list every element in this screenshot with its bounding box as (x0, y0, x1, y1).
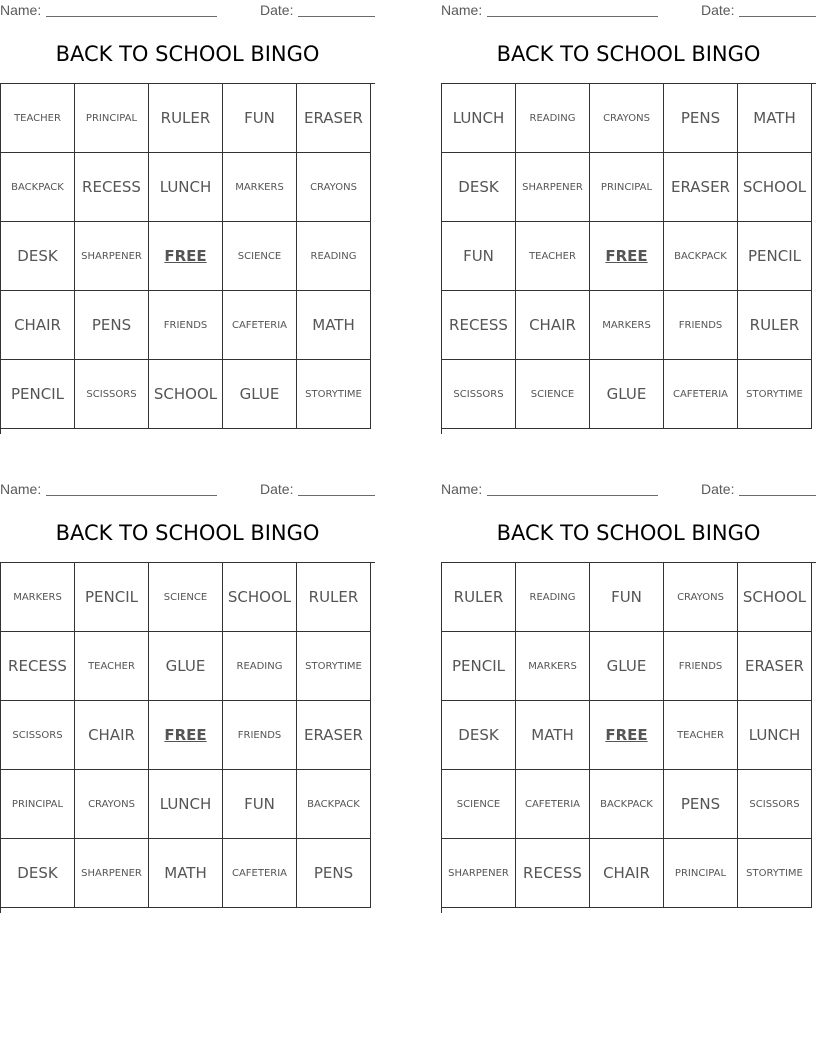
bingo-cell[interactable]: PRINCIPAL (590, 153, 664, 222)
bingo-cell[interactable]: STORYTIME (738, 839, 812, 908)
bingo-cell[interactable]: RECESS (1, 632, 75, 701)
bingo-cell[interactable]: SCHOOL (738, 153, 812, 222)
bingo-cell[interactable]: SCISSORS (75, 360, 149, 429)
bingo-cell[interactable]: READING (516, 84, 590, 153)
name-label: Name: (441, 2, 483, 18)
card-title: BACK TO SCHOOL BINGO (496, 521, 761, 545)
name-label: Name: (0, 481, 42, 497)
bingo-cell[interactable]: TEACHER (75, 632, 149, 701)
bingo-cell[interactable]: PRINCIPAL (1, 770, 75, 839)
bingo-cell[interactable]: DESK (1, 222, 75, 291)
bingo-cell[interactable]: SCIENCE (223, 222, 297, 291)
bingo-cell[interactable]: FUN (442, 222, 516, 291)
bingo-cell[interactable]: CRAYONS (590, 84, 664, 153)
date-label: Date: (260, 2, 294, 18)
bingo-cell[interactable]: PENCIL (442, 632, 516, 701)
bingo-cell[interactable]: READING (297, 222, 371, 291)
bingo-cell[interactable]: SHARPENER (75, 222, 149, 291)
bingo-cell[interactable]: GLUE (590, 632, 664, 701)
bingo-cell[interactable]: DESK (442, 153, 516, 222)
bingo-cell[interactable]: FRIENDS (664, 291, 738, 360)
bingo-cell[interactable]: FUN (223, 84, 297, 153)
bingo-cell[interactable]: STORYTIME (297, 360, 371, 429)
card-title: BACK TO SCHOOL BINGO (55, 521, 320, 545)
bingo-cell[interactable]: SCIENCE (442, 770, 516, 839)
bingo-cell[interactable]: SCISSORS (442, 360, 516, 429)
bingo-cell[interactable]: TEACHER (664, 701, 738, 770)
bingo-cell[interactable]: CAFETERIA (223, 839, 297, 908)
bingo-card (441, 479, 816, 914)
bingo-cell[interactable]: GLUE (223, 360, 297, 429)
bingo-cell[interactable]: SCIENCE (516, 360, 590, 429)
bingo-cell[interactable]: READING (516, 563, 590, 632)
bingo-cell[interactable]: PRINCIPAL (664, 839, 738, 908)
bingo-grid (441, 562, 816, 913)
bingo-cell[interactable]: CRAYONS (664, 563, 738, 632)
bingo-cell[interactable]: GLUE (149, 632, 223, 701)
bingo-cell[interactable]: FUN (590, 563, 664, 632)
name-label: Name: (0, 2, 42, 18)
bingo-cell[interactable]: PENS (75, 291, 149, 360)
date-label: Date: (260, 481, 294, 497)
bingo-cell[interactable]: SCHOOL (223, 563, 297, 632)
bingo-card (0, 479, 375, 914)
bingo-cell[interactable]: SHARPENER (442, 839, 516, 908)
name-blank[interactable] (487, 16, 658, 17)
name-blank[interactable] (46, 16, 217, 17)
bingo-cell[interactable]: TEACHER (516, 222, 590, 291)
date-blank[interactable] (739, 495, 816, 496)
bingo-grid (0, 83, 375, 434)
bingo-cell[interactable]: ERASER (738, 632, 812, 701)
bingo-cell[interactable]: CAFETERIA (516, 770, 590, 839)
card-title: BACK TO SCHOOL BINGO (496, 42, 761, 66)
bingo-cell[interactable]: RECESS (442, 291, 516, 360)
bingo-cell[interactable]: RULER (738, 291, 812, 360)
bingo-cell[interactable]: RECESS (75, 153, 149, 222)
bingo-cell[interactable]: PENCIL (75, 563, 149, 632)
bingo-card (0, 0, 375, 435)
bingo-cell[interactable]: STORYTIME (738, 360, 812, 429)
bingo-cell[interactable]: CHAIR (75, 701, 149, 770)
bingo-cell[interactable]: LUNCH (149, 770, 223, 839)
bingo-cell[interactable]: MATH (516, 701, 590, 770)
bingo-cell[interactable]: BACKPACK (590, 770, 664, 839)
bingo-cell[interactable]: RULER (149, 84, 223, 153)
bingo-cell[interactable]: MARKERS (1, 563, 75, 632)
bingo-cell[interactable]: GLUE (590, 360, 664, 429)
bingo-cell[interactable]: ERASER (297, 84, 371, 153)
bingo-cell[interactable]: SCISSORS (738, 770, 812, 839)
bingo-cell[interactable]: MARKERS (516, 632, 590, 701)
bingo-cell[interactable]: MATH (297, 291, 371, 360)
bingo-cell[interactable]: FRIENDS (664, 632, 738, 701)
date-blank[interactable] (298, 495, 375, 496)
bingo-cell[interactable]: MARKERS (223, 153, 297, 222)
bingo-cell[interactable]: RECESS (516, 839, 590, 908)
bingo-cell[interactable]: MARKERS (590, 291, 664, 360)
name-date-header (441, 481, 816, 499)
bingo-cell[interactable]: SCHOOL (149, 360, 223, 429)
date-blank[interactable] (298, 16, 375, 17)
bingo-cell[interactable]: PENS (664, 770, 738, 839)
bingo-grid (0, 562, 375, 913)
bingo-cell[interactable]: READING (223, 632, 297, 701)
name-date-header (441, 2, 816, 20)
bingo-cell[interactable]: SCIENCE (149, 563, 223, 632)
bingo-cell[interactable]: SCISSORS (1, 701, 75, 770)
bingo-cell[interactable]: MATH (738, 84, 812, 153)
bingo-cell[interactable]: MATH (149, 839, 223, 908)
date-label: Date: (701, 481, 735, 497)
bingo-cell[interactable]: BACKPACK (664, 222, 738, 291)
date-label: Date: (701, 2, 735, 18)
bingo-cell[interactable]: DESK (1, 839, 75, 908)
bingo-cell[interactable]: PENS (664, 84, 738, 153)
bingo-cell[interactable]: PENCIL (738, 222, 812, 291)
bingo-cell[interactable]: CHAIR (516, 291, 590, 360)
bingo-cell[interactable]: FUN (223, 770, 297, 839)
free-space-cell[interactable]: FREE (590, 222, 664, 291)
bingo-cell[interactable]: ERASER (297, 701, 371, 770)
bingo-cell[interactable]: SCHOOL (738, 563, 812, 632)
bingo-cell[interactable]: LUNCH (442, 84, 516, 153)
bingo-cell[interactable]: BACKPACK (297, 770, 371, 839)
bingo-cell[interactable]: SHARPENER (75, 839, 149, 908)
free-space-cell[interactable]: FREE (149, 222, 223, 291)
bingo-cell[interactable]: RULER (297, 563, 371, 632)
bingo-cell[interactable]: FRIENDS (149, 291, 223, 360)
name-label: Name: (441, 481, 483, 497)
bingo-cell[interactable]: LUNCH (149, 153, 223, 222)
bingo-cell[interactable]: PRINCIPAL (75, 84, 149, 153)
bingo-grid (441, 83, 816, 434)
bingo-cell[interactable]: FRIENDS (223, 701, 297, 770)
bingo-cell[interactable]: CRAYONS (75, 770, 149, 839)
free-space-cell[interactable]: FREE (590, 701, 664, 770)
bingo-cell[interactable]: ERASER (664, 153, 738, 222)
bingo-cell[interactable]: STORYTIME (297, 632, 371, 701)
bingo-card (441, 0, 816, 435)
bingo-cell[interactable]: CHAIR (590, 839, 664, 908)
date-blank[interactable] (739, 16, 816, 17)
bingo-cell[interactable]: PENS (297, 839, 371, 908)
bingo-cell[interactable]: CRAYONS (297, 153, 371, 222)
name-date-header (0, 2, 375, 20)
name-blank[interactable] (487, 495, 658, 496)
free-space-cell[interactable]: FREE (149, 701, 223, 770)
bingo-cell[interactable]: RULER (442, 563, 516, 632)
name-blank[interactable] (46, 495, 217, 496)
bingo-cell[interactable]: PENCIL (1, 360, 75, 429)
bingo-cell[interactable]: LUNCH (738, 701, 812, 770)
bingo-cell[interactable]: CAFETERIA (664, 360, 738, 429)
bingo-cell[interactable]: CHAIR (1, 291, 75, 360)
card-title: BACK TO SCHOOL BINGO (55, 42, 320, 66)
bingo-cell[interactable]: SHARPENER (516, 153, 590, 222)
bingo-cell[interactable]: TEACHER (1, 84, 75, 153)
name-date-header (0, 481, 375, 499)
bingo-cell[interactable]: BACKPACK (1, 153, 75, 222)
bingo-cell[interactable]: CAFETERIA (223, 291, 297, 360)
bingo-cell[interactable]: DESK (442, 701, 516, 770)
